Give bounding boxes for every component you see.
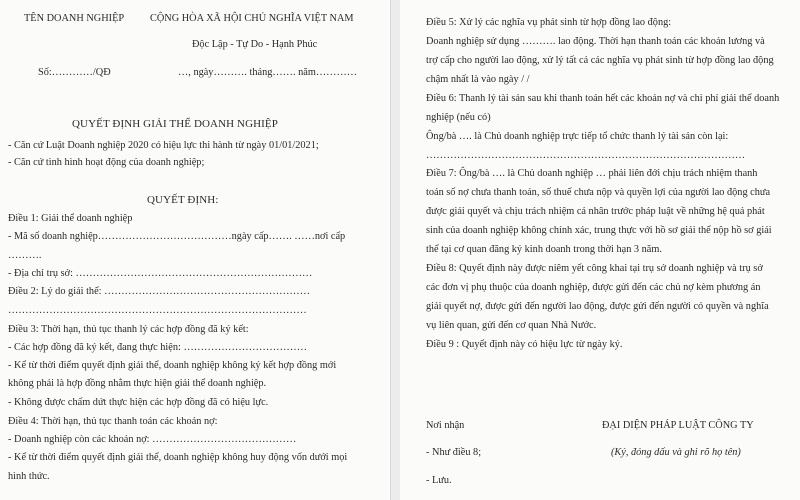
article-7-line-5: thể tại cơ quan đăng ký kinh doanh trong thời hạn 3 năm. bbox=[426, 244, 662, 255]
article-3-item-1: - Các hợp đồng đã ký kết, đang thực hiện: ……………………………… bbox=[8, 342, 308, 353]
article-5: Điều 5: Xử lý các nghĩa vụ phát sinh từ hợp đồng lao động: bbox=[426, 17, 672, 28]
recipients-heading: Nơi nhận bbox=[426, 420, 465, 431]
page-gap bbox=[391, 0, 400, 500]
representative-heading: ĐẠI DIỆN PHÁP LUẬT CÔNG TY bbox=[602, 420, 754, 431]
article-5-line-3: chậm nhất là vào ngày / / bbox=[426, 74, 530, 85]
decision-number: Số:…………/QĐ bbox=[38, 67, 111, 78]
article-7-line-3: được giải quyết và chịu trách nhiệm cá nhân trước pháp luật về những hệ quả phát bbox=[426, 206, 765, 217]
document-title: QUYẾT ĐỊNH GIẢI THỂ DOANH NGHIỆP bbox=[72, 118, 278, 130]
article-3-item-3: - Không được chấm dứt thực hiện các hợp đồng đã có hiệu lực. bbox=[8, 397, 269, 408]
article-4-item-1: - Doanh nghiệp còn các khoản nợ: …………………………………… bbox=[8, 434, 297, 445]
signature-note: (Ký, đóng dấu và ghi rõ họ tên) bbox=[611, 447, 741, 458]
article-6: Điều 6: Thanh lý tài sản sau khi thanh toán hết các khoản nợ và chi phí giải thể doanh bbox=[426, 93, 780, 104]
article-8-line-2: các đơn vị phụ thuộc của doanh nghiệp, được gửi đến các chủ nợ kèm phương án bbox=[426, 282, 761, 293]
article-6-line-2: ………………………………………………………………………………… bbox=[426, 150, 746, 161]
national-motto: Độc Lập - Tự Do - Hạnh Phúc bbox=[192, 39, 318, 50]
basis-line-1: - Căn cứ Luật Doanh nghiệp 2020 có hiệu lực thi hành từ ngày 01/01/2021; bbox=[8, 140, 319, 151]
article-5-line-1: Doanh nghiệp sử dụng ………. lao động. Thời hạn thanh toán các khoản lương và bbox=[426, 36, 765, 47]
document-page-right bbox=[400, 0, 800, 500]
company-name: TÊN DOANH NGHIỆP bbox=[24, 13, 125, 24]
article-1-address: - Địa chỉ trụ sở: …………………………………………………………… bbox=[8, 268, 313, 279]
article-5-line-2: trợ cấp cho người lao động, xử lý tất cả các nghĩa vụ phát sinh từ hợp đồng lao động bbox=[426, 55, 774, 66]
article-1: Điều 1: Giải thể doanh nghiệp bbox=[8, 213, 133, 224]
article-7-line-4: sinh của doanh nghiệp không chính xác, trung thực với hồ sơ giải thể nộp hồ sơ giải bbox=[426, 225, 772, 236]
article-4: Điều 4: Thời hạn, thủ tục thanh toán các khoản nợ: bbox=[8, 416, 218, 427]
recipient-2: - Lưu. bbox=[426, 475, 452, 486]
article-3-item-2: - Kể từ thời điểm quyết định giải thể, doanh nghiệp không ký kết hợp đồng mới bbox=[8, 360, 337, 371]
article-8: Điều 8: Quyết định này được niêm yết công khai tại trụ sở doanh nghiệp và trụ sở bbox=[426, 263, 763, 274]
article-1-code: - Mã số doanh nghiệp…………………………………ngày cấp……. ……nơi cấp bbox=[8, 231, 346, 242]
basis-line-2: - Căn cứ tình hình hoạt động của doanh nghiệp; bbox=[8, 157, 205, 168]
republic-heading: CỘNG HÒA XÃ HỘI CHỦ NGHĨA VIỆT NAM bbox=[150, 13, 354, 24]
decision-date: …, ngày………. tháng……. năm………… bbox=[178, 67, 358, 78]
article-9: Điều 9 : Quyết định này có hiệu lực từ ngày ký. bbox=[426, 339, 623, 350]
article-4-item-2: - Kể từ thời điểm quyết định giải thể, doanh nghiệp không huy động vốn dưới mọi bbox=[8, 452, 348, 463]
article-8-line-4: vụ liên quan, gửi đến cơ quan Nhà Nước. bbox=[426, 320, 597, 331]
article-8-line-3: giải quyết nợ, được gửi đến người lao động, được gửi đến người có quyền và nghĩa bbox=[426, 301, 769, 312]
article-7: Điều 7: Ông/bà …. là Chủ doanh nghiệp … phải liên đới chịu trách nhiệm thanh bbox=[426, 168, 758, 179]
article-7-line-2: toán số nợ chưa thanh toán, số thuế chưa nộp và quyền lợi của người lao động chưa bbox=[426, 187, 771, 198]
article-6-line-1: Ông/bà …. là Chủ doanh nghiệp trực tiếp tổ chức thanh lý tài sản còn lại: bbox=[426, 131, 729, 142]
article-6-cont: nghiệp (nếu có) bbox=[426, 112, 491, 123]
article-4-item-2-cont: hình thức. bbox=[8, 471, 50, 482]
article-2: Điều 2: Lý do giải thể: …………………………………………………… bbox=[8, 286, 311, 297]
decision-heading: QUYẾT ĐỊNH: bbox=[147, 194, 219, 206]
article-3-item-2-cont: không phải là hợp đồng nhằm thực hiện giải thể doanh nghiệp. bbox=[8, 378, 267, 389]
recipient-1: - Như điều 8; bbox=[426, 447, 482, 458]
document-page-left bbox=[0, 0, 391, 500]
article-1-code-cont: ………. bbox=[8, 250, 42, 261]
article-3: Điều 3: Thời hạn, thủ tục thanh lý các hợp đồng đã ký kết: bbox=[8, 324, 249, 335]
article-2-cont: …………………………………………………………………………… bbox=[8, 305, 307, 316]
